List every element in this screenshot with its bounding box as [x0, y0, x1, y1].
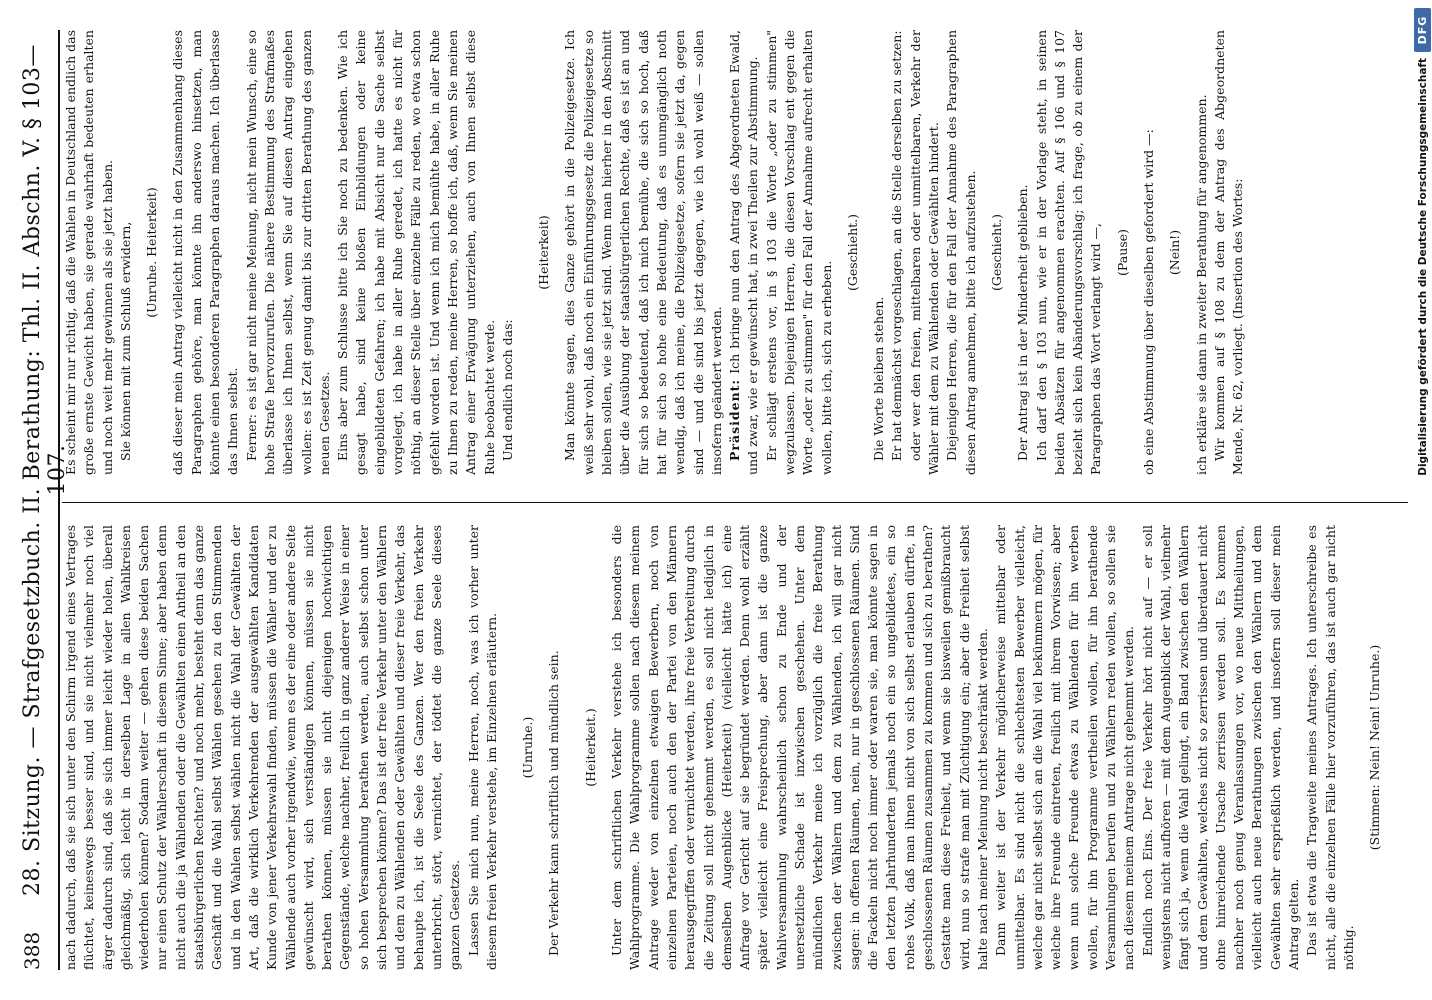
dfg-logo: DFG: [1414, 8, 1431, 52]
paragraph: Er schlägt erstens vor, in § 103 die Worte „oder zu stimmen" wegzulassen. Diejenigen Herren, die diesen Vorschlag ent gegen die Worte „oder zu stimmen" für den Fall der Annahme aufrecht erhalten wollen, bitte ich, sich zu erheben.: [763, 30, 834, 475]
paragraph: Er hat demnächst vorgeschlagen, an die Stelle derselben zu setzen:: [889, 30, 905, 461]
paragraph: Sie können mit zum Schluß erwidern,: [117, 221, 133, 461]
digitization-footer: [1413, 0, 1432, 1000]
page-number: 388: [20, 931, 44, 970]
paragraph: Eins aber zum Schlusse bitte ich Sie noch zu bedenken. Wie ich gesagt habe, sind keine bloßen Einbildungen oder keine eingebildeten Gefahren; ich habe mit Absicht nur die Sache selbst vorgelegt, ich habe in aller Ruhe geredet, ich hatte es nicht für nöthig, an dieser Stelle über einzelne Fälle zu reden, wo etwa schon gefehlt worden ist. Und wenn ich mich bemühte habe, in aller Ruhe zu Ihnen zu reden, meine Herren, so hoffe ich, daß, wenn Sie meinen Antrag einer Erwägung unterziehen, auch von Ihnen selbst diese Ruhe beobachtet werde.: [335, 30, 497, 475]
quoted-amendment: oder wer den freien, mittelbaren oder unmittelbaren, Verkehr der Wähler mit dem zu Wählenden oder Gewählten hindert.: [907, 30, 942, 475]
paragraph: Ferner: es ist gar nicht meine Meinung, nicht mein Wunsch, eine so hohe Strafe hervorzurufen. Die nähere Bestimmung des Strafmaßes überlasse ich Ihnen selbst, wenn Sie auf diesen Antrag eingehen wollen: es ist Zeit genug damit bis zur dritten Berathung des ganzen neuen Gesetzes.: [243, 30, 332, 475]
paragraph: Lassen Sie mich nun, meine Herren, noch, was ich vorher unter diesem freien Verkehr verstehe, im Einzelnen erläutern.: [465, 525, 499, 970]
stage-direction: (Pause): [1114, 229, 1130, 276]
stage-direction: (Unruhe. Heiterkeit): [144, 187, 160, 318]
header-rule: [58, 30, 60, 970]
paragraph: ob eine Abstimmung über dieselben gefordert wird —:: [1141, 129, 1157, 475]
speaker-name: Präsident:: [727, 378, 743, 461]
paragraph: Und endlich noch das:: [499, 319, 515, 461]
stage-direction: (Stimmen: Nein! Nein! Unruhe.): [1367, 644, 1383, 851]
paragraph: Wir kommen auf § 108 zu dem der Antrag des Abgeordneten Mende, Nr. 62, vorliegt. (Insertion des Wortes:: [1211, 30, 1246, 475]
paragraph: nach dadurch, daß sie sich unter den Schirm irgend eines Vertrages flüchtet, keineswegs besser sind, und sie nicht vielmehr noch viel ärger dadurch sind, daß sie sich immer leicht wieder holen, überall gleichmäßig, sich leicht in derselben Lage in allen Wahlkreisen wiederholen können? Sodann weiter — gehen diese beiden Sachen nur einen Schutz der Wählerschaft in diesem Sinne; aber haben denn nicht auch die ja Wählenden oder die Gewählten einen Antheil an den staatsbürgerlichen Rechten? und noch mehr, besteht denn das ganze Geschäft und die Wahl selbst Wählen gesehen zu den Stimmenden und in den Wahlen selbst wählen nicht die Wahl der Gewählten der Art, daß die wirklich Verkehrenden der ausgewählten Kandidaten Kunde von jener Verkehrswahl finden, müssen die Wähler und der zu Wählende auch vorher irgendwie, wenn es der eine oder andere Seite gewünscht wird, sich verständigen können, müssen sie nicht berathen können, müssen sie nicht diejenigen hochwichtigen Gegenstände, welche nachher, freilich in ganz anderer Weise in einer so hohen Versammlung berathen werden, auch selbst schon unter sich besprechen können? Das ist der freie Verkehr unter den Wählern und dem zu Wählenden oder Gewählten und dieser freie Verkehr, das behaupte ich, ist die Seele des Ganzen. Wer den freien Verkehr unterbricht, stört, vernichtet, der tödtet die ganze Seele dieses ganzen Gesetzes.: [63, 525, 463, 970]
speech-paragraph: [726, 30, 763, 475]
paragraph: Die Worte bleiben stehen.: [871, 296, 887, 461]
paragraph: ich erkläre sie dann in zweiter Berathung für angenommen.: [1193, 94, 1209, 475]
paragraph: Der Verkehr kann schriftlich und mündlich sein.: [546, 650, 562, 956]
digitization-note: Digitalisierung gefördert durch die Deutsche Forschungsgemeinschaft: [1416, 58, 1429, 476]
page-title: 28. Sitzung. — Strafgesetzbuch. II. Berathung: Thl. II. Abschn. V. § 103—107.: [20, 44, 70, 896]
stage-direction: (Geschieht.): [844, 213, 860, 292]
paragraph: Das ist etwa die Tragweite meines Antrages. Ich unterschreibe es nicht, alle die einzelnen Fälle hier vorzuführen, das ist auch gar nicht nöthig.: [1304, 525, 1356, 970]
paragraph: daß dieser mein Antrag vielleicht nicht in den Zusammenhang dieses Paragraphen gehöre, man könnte ihn anderswo hinsetzen, man könnte einen besonderen Paragraphen daraus machen. Ich überlasse das Ihnen selbst.: [170, 30, 241, 475]
right-column: [62, 30, 1408, 475]
paragraph: Es scheint mir nur richtig, daß die Wahlen in Deutschland endlich das große ernste Gewicht haben, sie gerade wahrhaft bedeuten erhalten und noch weit mehr gewinnen als sie jetzt haben.: [63, 30, 115, 475]
paragraph: Dann weiter ist der Verkehr möglicherweise mittelbar oder unmittelbar. Es sind nicht die schlechtesten Bewerber vielleicht, welche gar nicht selbst sich an die Wahl viel bekümmern mögen, für welche ihre Freunde eintreten, freilich mit ihrem Vorwissen; aber wenn nun solche Freunde etwas zu Wählenden für ihn werben wollen, für ihn Programme vertheilen wollen, für ihn berathende Versammlungen berufen und zu Wählern reden wollen, so sollen sie nach diesem meinem Antrage nicht gehemmt werden.: [993, 525, 1137, 970]
stage-direction: (Heiterkeit.): [582, 708, 598, 787]
paragraph: Man könnte sagen, dies Ganze gehört in die Polizeigesetze. Ich weiß sehr wohl, daß noch ein Einführungsgesetz die Polizeigesetze so bleiben sollen, wie sie jetzt sind. Wenn man hierher in den Abschnitt über die Ausübung der staatsbürgerlichen Rechte, daß es ist an und für sich so bedeutend, daß ich mich bemühe, die sich so hoch, daß hat für sich so hohe eine Bedeutung, daß es unumgänglich noth wendig, daß ich meine, die Polizeigesetze, sofern sie jetzt da, gegen sind — und die sind bis jetzt dagegen, wie ich wohl weiß — sollen insofern geändert werden.: [562, 30, 724, 475]
paragraph: Ich darf den § 103 nun, wie er in der Vorlage steht, in seinen beiden Absätzen für angenommen erachten. Auf § 106 und § 107 bezieht sich kein Abänderungsvorschlag; ich frage, ob zu einem der Paragraphen das Wort verlangt wird —,: [1033, 30, 1104, 475]
stage-direction: (Geschieht.): [988, 213, 1004, 292]
paragraph: Unter dem schriftlichen Verkehr verstehe ich besonders die Wahlprogramme. Die Wahlprogramme sollen nach diesem meinem Antrage weder von einzelnen etwaigen Bewerbern, noch von einzelnen Parteien, noch auch den der Partei von den Männern herausgegriffen oder vernichtet werden, ihre freie Verbreitung durch die Zeitung soll nicht gehemmt werden, es soll nicht lediglich in demselben Augenblicke (Heiterkeit) (vielleicht hätte ich) eine Anfrage vor Gericht auf sie begründet werden. Denn wohl erzählt später vielleicht eine Freisprechung, aber dann ist die ganze Wahlversammlung wahrscheinlich schon zu Ende und der unersetzliche Schade ist inzwischen geschehen. Unter dem mündlichen Verkehr meine ich vorzüglich die freie Berathung zwischen der Wählern und dem zu Wählenden, ich will gar nicht sagen: in offenen Räumen, nein, nur in geschlossenen Räumen. Sind die Fackeln nicht noch immer oder waren sie, man könnte sagen in den letzten Jahrhunderten jemals noch ein so ungebildetes, ein so rohes Volk, daß man ihnen nicht von sich selbst erlauben dürfte, in geschlossenen Räumen zusammen zu kommen und sich zu berathen? Gestatte man diese Freiheit, und wenn sie bisweilen gemißbraucht wird, nun so strafe man mit Züchtigung ein; aber die Freiheit selbst halte nach meiner Meinung nicht beschränkt werden.: [609, 525, 990, 970]
stage-direction: (Heiterkeit): [536, 215, 552, 290]
running-head: [20, 30, 70, 970]
paragraph: Diejenigen Herren, die für den Fall der Annahme des Paragraphen diesen Antrag annehmen, bitte ich aufzustehen.: [944, 30, 978, 475]
stage-direction: (Nein!): [1167, 229, 1183, 276]
paragraph: Der Antrag ist in der Minderheit geblieben.: [1015, 184, 1031, 461]
column-divider: [62, 502, 1408, 503]
stage-direction: (Unruhe.): [520, 716, 536, 779]
speech-text: Ich bringe nun den Antrag des Abgeordneten Ewald, und zwar, wie er gewünscht hat, in zwei Theilen zur Abstimmung.: [727, 30, 761, 475]
paragraph: Endlich noch Eins. Der freie Verkehr hört nicht auf — er soll wenigstens nicht aufhören — mit dem Augenblick der Wahl, vielmehr fängt sich ja, wenn die Wahl gelingt, ein Band zwischen den Wählern und dem Gewählten, welches nicht so zerrissen und überdauert nicht ohne hinreichende Ursache zerrissen werden soll. Es kommen nachher noch genug Veranlassungen vor, wo neue Mittheilungen, vielleicht auch neue Berathungen zwischen den Wählern und dem Gewählten sehr ersprießlich werden, und insofern soll dieser mein Antrag gelten.: [1139, 525, 1301, 970]
left-column: [62, 525, 1408, 970]
